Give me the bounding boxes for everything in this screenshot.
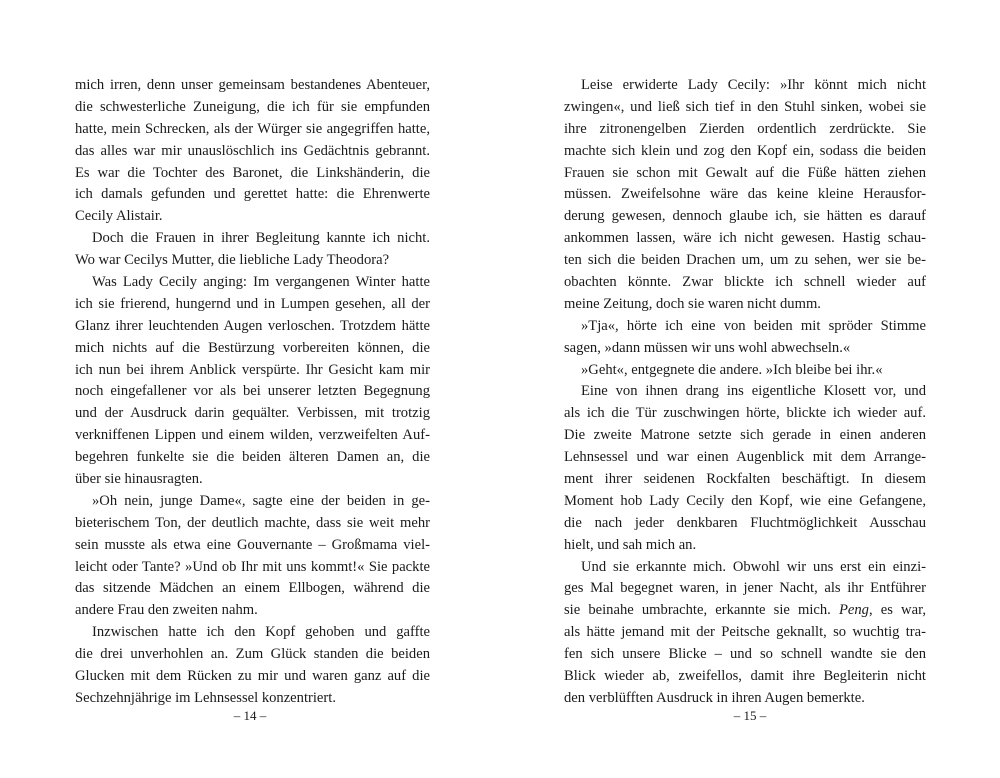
text-line: Sechzehnjährige im Lehnsessel konzentriert.	[75, 689, 336, 706]
paragraph	[564, 75, 926, 316]
text-line: Glucken mit dem Rücken zu mir und waren ganz auf die	[75, 668, 430, 685]
text-line: Frauen sie schon mit Gewalt auf die Füße hätten ziehen	[564, 164, 926, 181]
text-line	[564, 600, 926, 622]
text-line: zwingen«, und ließ sich tief in den Stuhl sinken, wobei sie	[564, 98, 926, 115]
paragraph	[564, 360, 926, 382]
text-line: hatte, mein Schrecken, als der Würger sie angegriffen hatte,	[75, 120, 430, 137]
text-line: über sie hinausragten.	[75, 471, 203, 488]
text-line: Cecily Alistair.	[75, 208, 163, 225]
text-line: Doch die Frauen in ihrer Begleitung kannte ich nicht.	[92, 230, 430, 247]
text-line: noch eingefallener vor als bei unserer letzten Begegnung	[75, 383, 430, 400]
text-line: die nach jeder denkbaren Fluchtmöglichkeit Ausschau	[564, 514, 926, 531]
text-line: ten sich die beiden Drachen um, um zu sehen, wer sie be-	[564, 252, 926, 269]
text-line: mich irren, denn unser gemeinsam bestandenes Abenteuer,	[75, 77, 430, 93]
text-line: ich sie frierend, hungernd und in Lumpen gesehen, all der	[75, 295, 430, 312]
text-line: Eine von ihnen drang ins eigentliche Klosett vor, und	[581, 383, 926, 400]
text-line: Moment hob Lady Cecily den Kopf, wie eine Gefangene,	[564, 492, 926, 509]
text-line: hielt, und sah mich an.	[564, 536, 697, 553]
paragraph	[564, 381, 926, 556]
text-line: Es war die Tochter des Baronet, die Linkshänderin, die	[75, 164, 430, 181]
text-line: den verblüfften Ausdruck in ihren Augen bemerkte.	[564, 689, 865, 706]
text-line: und der Ausdruck darin gequälter. Verbissen, mit trotzig	[75, 405, 430, 422]
text-line: derung gewesen, dennoch glaube ich, sie hätten es darauf	[564, 208, 926, 225]
text-line: Lehnsessel und war einen Augenblick mit dem Arrange-	[564, 449, 926, 466]
text-line: mich nichts auf die Bestürzung vorbereiten können, die	[75, 339, 430, 356]
text-line: ihre zitronengelben Zierden ordentlich zerdrückte. Sie	[564, 120, 926, 137]
paragraph	[75, 272, 430, 491]
text-line: »Oh nein, junge Dame«, sagte eine der beiden in ge-	[92, 492, 430, 509]
text-segment: , es war,	[868, 602, 926, 619]
text-line: ment ihrer seidenen Rockfalten beschäftigt. In diesem	[564, 471, 926, 488]
paragraph	[564, 557, 926, 710]
text-line: Blick wieder ab, zweifellos, damit ihre Begleiterin nicht	[564, 668, 926, 685]
text-line: die drei unverhohlen an. Zum Glück standen die beiden	[75, 646, 430, 663]
text-line: meine Zeitung, doch sie waren nicht dumm.	[564, 295, 821, 312]
text-line: ich damals gefunden und gerettet hatte: die Ehrenwerte	[75, 186, 430, 203]
paragraph	[75, 228, 430, 272]
text-line: Was Lady Cecily anging: Im vergangenen Winter hatte	[92, 274, 430, 291]
text-line: fen sich unsere Blicke – und so schnell wandte sie den	[564, 646, 926, 663]
left-page-text	[75, 75, 430, 710]
text-line: als ich die Tür zuschwingen hörte, blickte ich wieder auf.	[564, 405, 926, 422]
paragraph	[75, 75, 430, 228]
text-line: sein musste als etwa eine Gouvernante – Großmama viel-	[75, 536, 430, 553]
text-line: Leise erwiderte Lady Cecily: »Ihr könnt mich nicht	[581, 77, 926, 93]
text-line: das alles war mir unauslöschlich ins Gedächtnis gebrannt.	[75, 142, 430, 159]
text-line: Glanz ihrer leuchtenden Augen verloschen. Trotzdem hätte	[75, 317, 430, 334]
text-line: Die zweite Matrone setzte sich gerade in einen anderen	[564, 427, 926, 444]
page-number-left: – 14 –	[233, 708, 267, 723]
page-number-right: – 15 –	[733, 708, 767, 723]
paragraph	[75, 491, 430, 622]
text-line: begehren funkelte sie die beiden älteren Damen an, die	[75, 449, 430, 466]
text-line: ankommen lassen, wäre ich nicht gewesen. Hastig schau-	[564, 230, 926, 247]
text-line: Wo war Cecilys Mutter, die liebliche Lady Theodora?	[75, 252, 390, 269]
text-line: bieterischem Ton, der deutlich machte, dass sie weit mehr	[75, 514, 430, 531]
text-line: ges Mal begegnet waren, in jener Nacht, als ihr Entführer	[564, 580, 926, 597]
text-line: leicht oder Tante? »Und ob Ihr mit uns kommt!« Sie packte	[75, 558, 430, 575]
right-page-text	[564, 75, 926, 710]
text-line: sagen, »dann müssen wir uns wohl abwechseln.«	[564, 339, 851, 356]
text-line: die schwesterliche Zuneigung, die ich für sie empfunden	[75, 98, 430, 115]
text-line: »Tja«, hörte ich eine von beiden mit spröder Stimme	[581, 317, 926, 334]
text-line: obachten könnte. Zwar blickte ich schnell wieder auf	[564, 274, 926, 291]
text-line: als hätte jemand mit der Peitsche geknallt, so wuchtig tra-	[564, 624, 926, 641]
text-line: Inzwischen hatte ich den Kopf gehoben und gaffte	[92, 624, 430, 641]
text-line: das sitzende Mädchen an einem Ellbogen, während die	[75, 580, 430, 597]
text-line: ich nun bei ihrem Anblick verspürte. Ihr Gesicht kam mir	[75, 361, 430, 378]
paragraph	[564, 316, 926, 360]
text-line: »Geht«, entgegnete die andere. »Ich bleibe bei ihr.«	[581, 361, 883, 378]
text-segment: sie beinahe umbrachte, erkannte sie mich.	[564, 602, 839, 619]
text-line: müssen. Zweifelsohne wäre das keine kleine Herausfor-	[564, 186, 926, 203]
text-line: Und sie erkannte mich. Obwohl wir uns erst ein einzi-	[581, 558, 926, 575]
text-line: verkniffenen Lippen und einem wilden, verzweifelten Auf-	[75, 427, 430, 444]
text-line: machte sich klein und zog den Kopf ein, sodass die beiden	[564, 142, 926, 159]
paragraph	[75, 622, 430, 710]
italic-word: Peng	[838, 602, 869, 619]
text-line: andere Frau den zweiten nahm.	[75, 602, 258, 619]
